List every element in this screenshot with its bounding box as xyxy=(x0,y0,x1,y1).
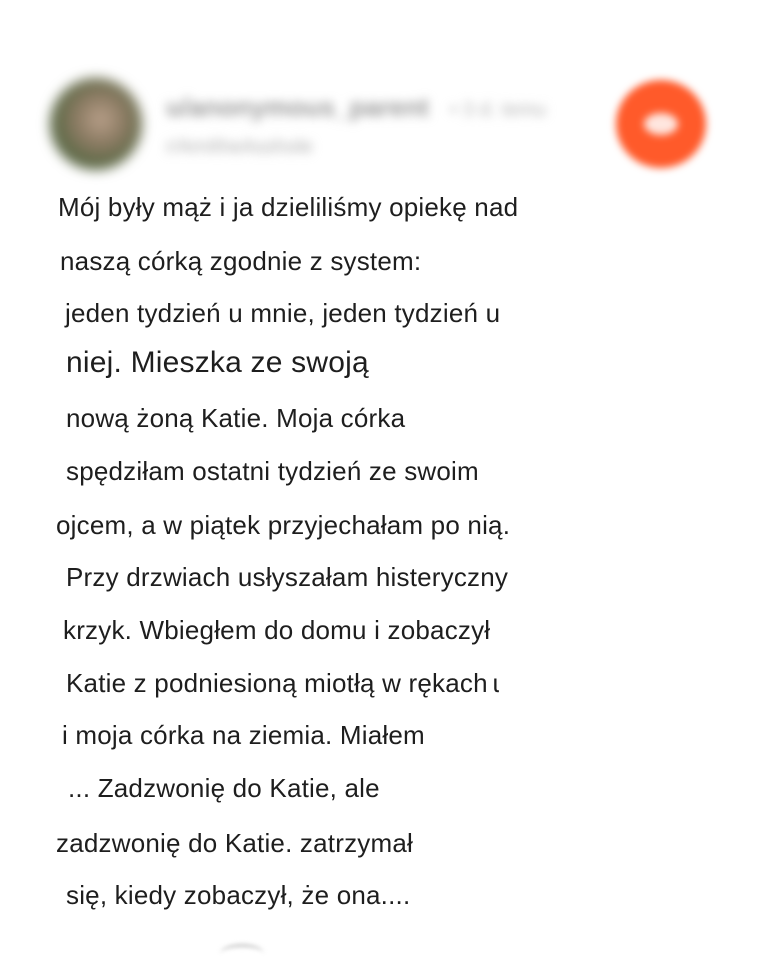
avatar[interactable] xyxy=(50,78,142,170)
post-line: Mój były mąż i ja dzieliliśmy opiekę nad xyxy=(58,192,519,222)
post-line: naszą córką zgodnie z system: xyxy=(60,246,422,276)
post-time: • 3 d. temu xyxy=(450,99,547,121)
post-line: ojcem, a w piątek przyjechałam po nią. xyxy=(56,510,511,540)
author-name[interactable] xyxy=(166,92,546,123)
post-line: nową żoną Katie. Moja córka xyxy=(66,403,406,433)
post-line: ... Zadzwonię do Katie, ale xyxy=(68,773,380,803)
post-line: jeden tydzień u mnie, jeden tydzień u xyxy=(65,298,501,328)
reddit-snoo-icon[interactable] xyxy=(616,80,706,168)
post-line: Katie z podniesioną miotłą w rękach ɩ xyxy=(66,668,500,698)
community-name[interactable]: r/AmItheAsshole xyxy=(166,136,313,158)
post-line: zadzwonię do Katie. zatrzymał xyxy=(56,828,413,858)
post-line: niej. Mieszka ze swoją xyxy=(66,346,369,379)
post-line: się, kiedy zobaczył, że ona.... xyxy=(66,880,411,910)
post-line: spędziłam ostatni tydzień ze swoim xyxy=(66,456,479,486)
post-line: Przy drzwiach usłyszałam histeryczny xyxy=(66,562,509,592)
post-line: i moja córka na ziemia. Miałem xyxy=(62,720,425,750)
snoo-face-icon xyxy=(644,113,678,135)
post-header xyxy=(0,0,768,180)
partial-element xyxy=(220,944,264,960)
author-name-text[interactable]: u/anonymous_parent xyxy=(166,92,429,122)
post-line: krzyk. Wbiegłem do domu i zobaczył xyxy=(63,615,491,645)
